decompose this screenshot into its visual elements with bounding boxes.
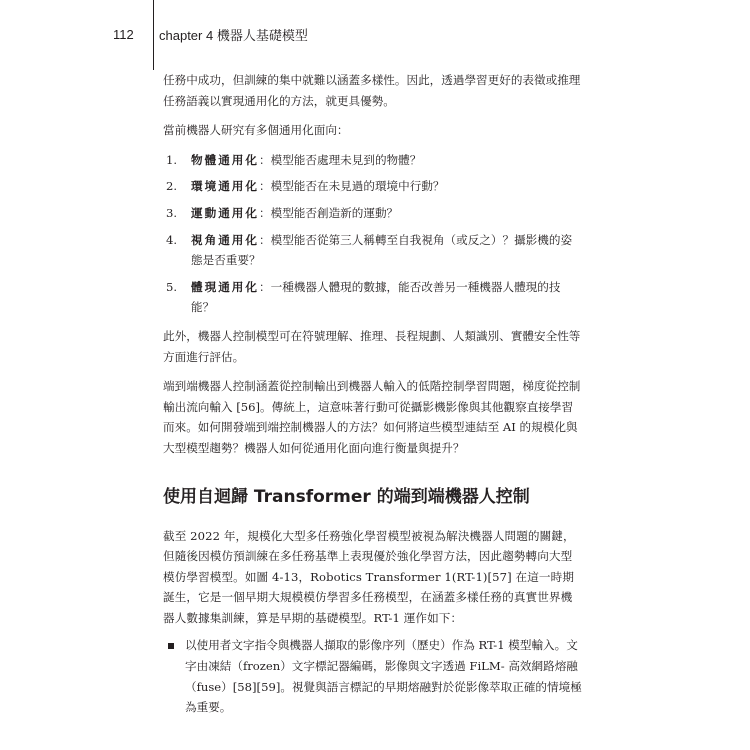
list-text: 模型能否創造新的運動？ <box>270 205 399 220</box>
list-separator: ： <box>258 205 271 220</box>
list-term: 視角通用化 <box>191 232 259 247</box>
list-text: 模型能否從第三人稱轉至自我視角（或反之）？攝影機的姿態是否重要？ <box>191 232 573 268</box>
paragraph: 端到端機器人控制涵蓋從控制輸出到機器人輸入的低階控制學習問題，梯度從控制輸出流向輸入 [56]。傳統上，這意味著行動可從攝影機影像與其他觀察直接學習而來。如何開發端到端控制機器人的方法？如何將這些模型連結至 AI 的規模化與大型模型趨勢？機器人如何從通用化面向進行衡量與提升？ <box>163 379 581 455</box>
page-body <box>163 70 583 718</box>
paragraph: 當前機器人研究有多個通用化面向： <box>163 123 349 138</box>
bullet-item <box>185 635 583 717</box>
bullet-list <box>163 635 583 717</box>
section-heading: 使用自迴歸 Transformer 的端到端機器人控制 <box>163 486 530 507</box>
list-separator: ： <box>258 232 271 247</box>
list-number: 4. <box>166 232 178 247</box>
list-item <box>163 230 583 271</box>
list-text: 一種機器人體現的數據，能否改善另一種機器人體現的技能？ <box>191 279 561 315</box>
list-number: 1. <box>166 152 178 167</box>
list-separator: ： <box>258 279 271 294</box>
list-text: 模型能否處理未見到的物體？ <box>270 152 422 167</box>
square-bullet-icon <box>168 643 174 649</box>
chapter-title: chapter 4 機器人基礎模型 <box>159 27 308 43</box>
paragraph: 截至 2022 年，規模化大型多任務強化學習模型被視為解決機器人問題的關鍵，但隨後因模仿預訓練在多任務基準上表現優於強化學習方法，因此趨勢轉向大型模仿學習模型。如圖 4-13，Robotics Transformer 1(RT-1)[57] 在這一時期誕生，它是一個早期大規模模仿學習多任務模型，在涵蓋多樣任務的真實世界機器人數據集訓練，算是早期的基礎模型。RT-1 運作如下： <box>163 528 575 625</box>
list-term: 運動通用化 <box>191 205 259 220</box>
list-text: 模型能否在未見過的環境中行動？ <box>270 179 445 194</box>
list-number: 2. <box>166 179 178 194</box>
list-item <box>163 150 583 171</box>
list-item <box>163 203 583 224</box>
bullet-text: 以使用者文字指令與機器人擷取的影像序列（歷史）作為 RT-1 模型輸入。文字由凍結（frozen）文字標記器編碼，影像與文字透過 FiLM- 高效網路熔融（fuse）[58][59]。視覺與語言標記的早期熔融對於從影像萃取正確的情境極為重要。 <box>185 638 582 715</box>
list-term: 體現通用化 <box>191 279 259 294</box>
list-number: 5. <box>166 279 178 294</box>
header-divider <box>153 0 154 70</box>
list-term: 環境通用化 <box>191 179 259 194</box>
paragraph: 任務中成功，但訓練的集中就難以涵蓋多樣性。因此，透過學習更好的表徵或推理任務語義以實現通用化的方法，就更具優勢。 <box>163 73 581 108</box>
page-number: 112 <box>113 26 134 42</box>
running-header <box>113 23 308 45</box>
list-item <box>163 277 583 318</box>
paragraph: 此外，機器人控制模型可在符號理解、推理、長程規劃、人類識別、實體安全性等方面進行評估。 <box>163 328 581 364</box>
generalization-list <box>163 150 583 318</box>
list-item <box>163 176 583 197</box>
list-term: 物體通用化 <box>191 152 259 167</box>
list-separator: ： <box>258 152 271 167</box>
list-separator: ： <box>258 179 271 194</box>
list-number: 3. <box>166 205 178 220</box>
